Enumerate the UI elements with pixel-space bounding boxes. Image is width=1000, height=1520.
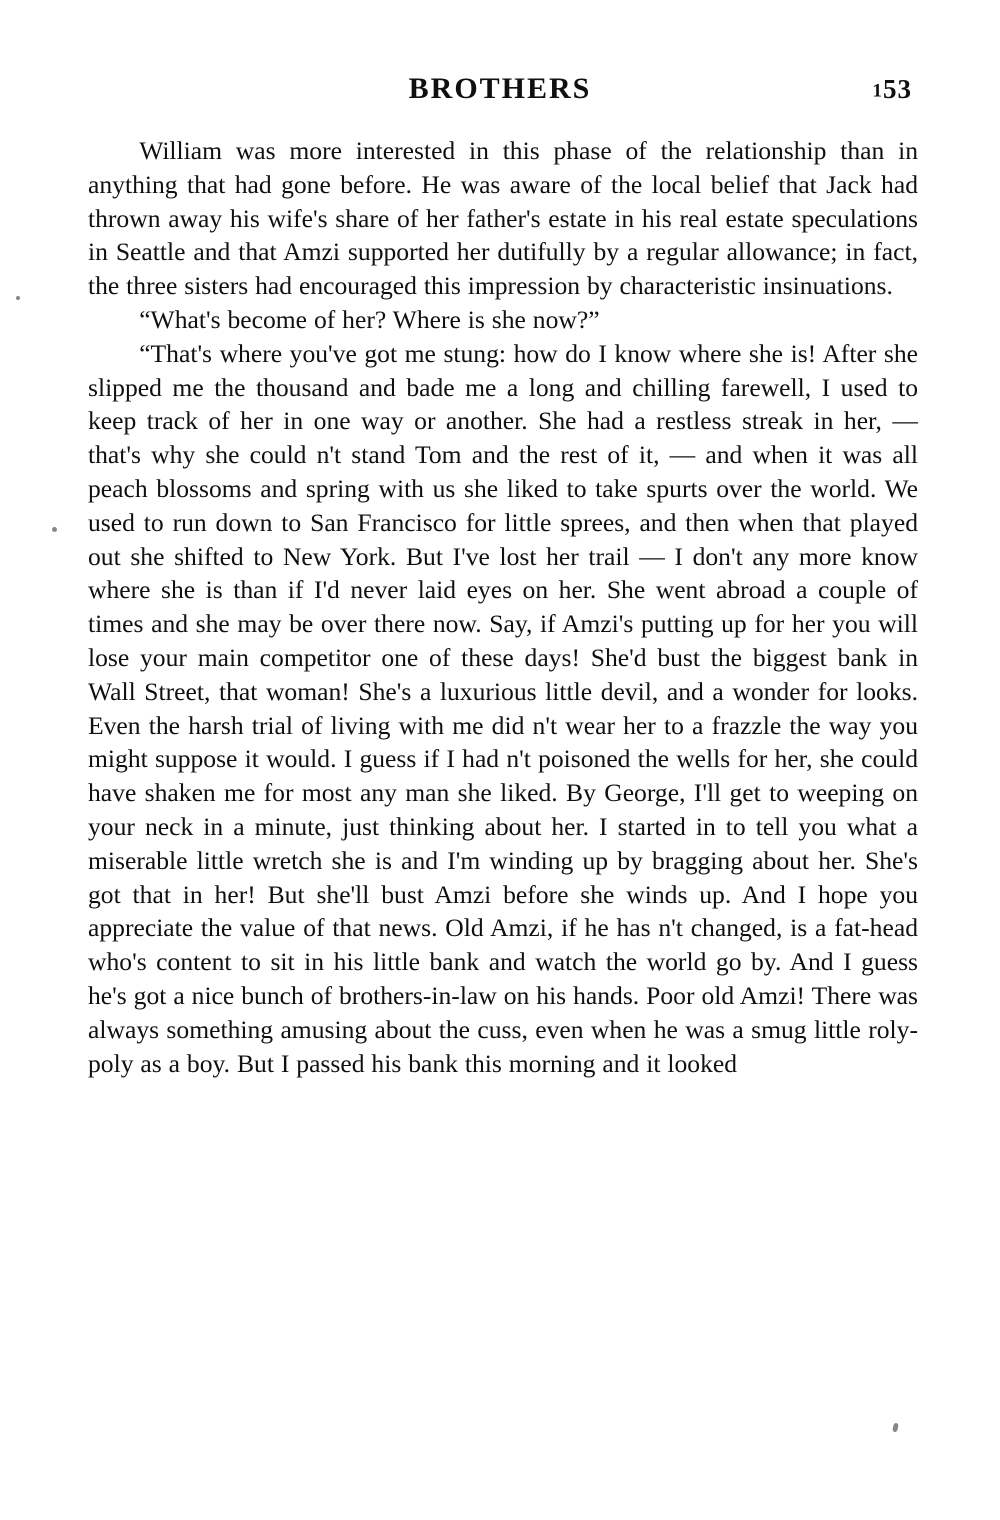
page-body [88,134,918,1080]
scan-speck [892,1423,899,1433]
paragraph: “That's where you've got me stung: how do I know where she is! After she slipped me the thousand and bade me a long and chilling farewell, I used to keep track of her in one way or another. She had a restless streak in her, — that's why she could n't stand Tom and the rest of it, — and when it was all peach blossoms and spring with us she liked to take spurts over the world. We used to run down to San Francisco for little sprees, and then when that played out she shifted to New York. But I've lost her trail — I don't any more know where she is than if I'd never laid eyes on her. She went abroad a couple of times and she may be over there now. Say, if Amzi's putting up for her you will lose your main competitor one of these days! She'd bust the biggest bank in Wall Street, that woman! She's a luxurious little devil, and a wonder for looks. Even the harsh trial of living with me did n't wear her to a frazzle the way you might suppose it would. I guess if I had n't poisoned the wells for her, she could have shaken me for most any man she liked. By George, I'll get to weeping on your neck in a minute, just thinking about her. I started in to tell you what a miserable little wretch she is and I'm winding up by bragging about her. She's got that in her! But she'll bust Amzi before she winds up. And I hope you appreciate the value of that news. Old Amzi, if he has n't changed, is a fat-head who's content to sit in his little bank and watch the world go by. And I guess he's got a nice bunch of brothers-in-law on his hands. Poor old Amzi! There was always something amusing about the cuss, even when he was a smug little roly-poly as a boy. But I passed his bank this morning and it looked [88,338,918,1078]
scan-speck [16,296,20,300]
page-number-lead-digit: 1 [872,80,883,102]
paragraph: William was more interested in this phase of the relationship than in anything that had gone before. He was aware of the local belief that Jack had thrown away his wife's share of her father's estate in his real estate speculations in Seattle and that Amzi supported her dutifully by a regular allowance; in fact, the three sisters had encouraged this impression by characteristic insinuations. [88,136,918,301]
page-number [873,74,913,105]
paragraph: “What's become of her? Where is she now?” [139,304,600,334]
scan-speck [52,527,57,532]
running-head: BROTHERS [408,72,592,105]
page-number-rest: 53 [883,74,912,104]
page-header [88,72,912,116]
